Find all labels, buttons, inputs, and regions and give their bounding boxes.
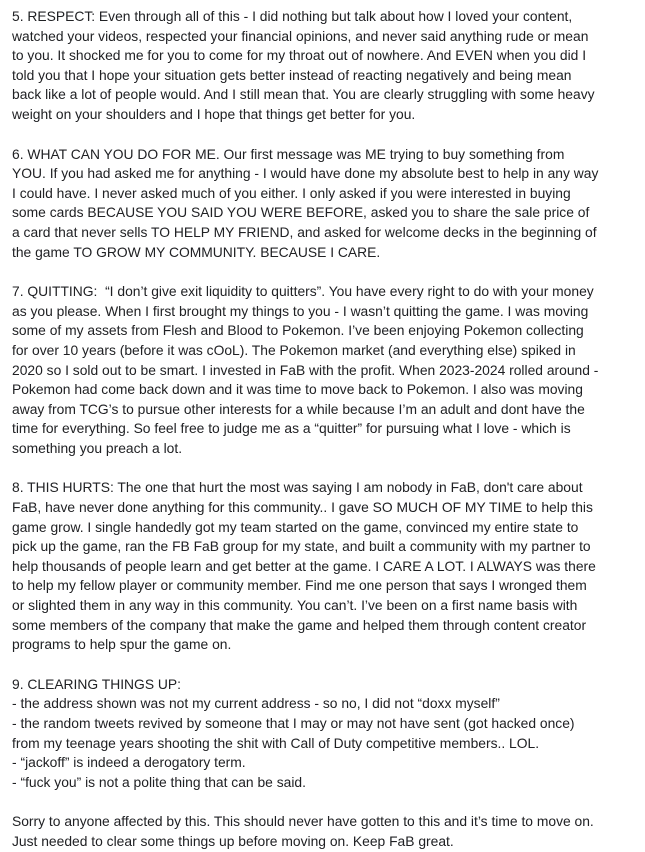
text-line: from my teenage years shooting the shit with Call of Duty competitive members.. LOL. [12,734,540,751]
text-line: 9. CLEARING THINGS UP: [12,675,181,692]
text-line: something you preach a lot. [12,439,183,456]
text-line: game grow. I single handedly got my team started on the game, convinced my entire state to [12,518,579,535]
list-item: - “jackoff” is indeed a derogatory term. [12,754,246,771]
text-line: a card that never sells TO HELP MY FRIEND, and asked for welcome decks in the beginning of [12,223,597,240]
text-line: to help my fellow player or community member. Find me one person that says I wronged them [12,577,587,594]
text-line: some members of the company that make the game and helped them through content creator [12,616,587,633]
text-line: told you that I hope your situation gets better instead of reacting negatively and being mean [12,66,572,83]
text-line: Just needed to clear some things up before moving on. Keep FaB great. [12,832,454,849]
paragraph-what-can-you-do [12,145,637,263]
text-line: Pokemon had come back down and it was time to move back to Pokemon. I also was moving [12,381,583,398]
text-line: 2020 so I sold out to be smart. I invested in FaB with the profit. When 2023-2024 rolled around - [12,361,599,378]
text-line: some of my assets from Flesh and Blood to Pokemon. I’ve been enjoying Pokemon collecting [12,322,584,339]
text-line: I could have. I never asked much of you either. I only asked if you were interested in buying [12,184,571,201]
text-line: FaB, have never done anything for this community.. I gave SO MUCH OF MY TIME to help this [12,499,593,516]
paragraph-closing [12,812,637,851]
text-line: pick up the game, ran the FB FaB group for my state, and built a community with my partner to [12,538,591,555]
text-line: or slighted them in any way in this community. You can’t. I’ve been on a first name basis with [12,597,578,614]
list-item: - the address shown was not my current address - so no, I did not “doxx myself” [12,695,500,712]
text-line: Sorry to anyone affected by this. This should never have gotten to this and it’s time to move on. [12,813,594,830]
text-line: YOU. If you had asked me for anything - I would have done my absolute best to help in any way [12,165,599,182]
text-line: 6. WHAT CAN YOU DO FOR ME. Our first message was ME trying to buy something from [12,145,565,162]
text-line: watched your videos, respected your financial opinions, and never said anything rude or mean [12,27,589,44]
text-line: 5. RESPECT: Even through all of this - I did nothing but talk about how I loved your content, [12,8,573,24]
text-line: time for everything. So feel free to judge me as a “quitter” for pursuing what I love - which is [12,420,571,437]
text-line: 7. QUITTING: “I don’t give exit liquidity to quitters”. You have every right to do with your money [12,283,594,300]
text-line: some cards BECAUSE YOU SAID YOU WERE BEFORE, asked you to share the sale price of [12,204,590,221]
text-line: the game TO GROW MY COMMUNITY. BECAUSE I CARE. [12,243,381,260]
list-item: - the random tweets revived by someone that I may or may not have sent (got hacked once) [12,715,575,731]
text-line: for over 10 years (before it was cOoL). The Pokemon market (and everything else) spiked in [12,341,576,358]
text-line: to you. It shocked me for you to come for my throat out of nowhere. And EVEN when you did I [12,47,587,64]
text-line: back like a lot of people would. And I still mean that. You are clearly struggling with some heavy [12,86,595,103]
text-line: as you please. When I first brought my things to you - I wasn’t quitting the game. I was moving [12,302,589,319]
list-item: - “fuck you” is not a polite thing that can be said. [12,773,306,790]
paragraph-this-hurts [12,478,637,654]
text-line: programs to help spur the game on. [12,636,232,653]
paragraph-quitting [12,282,637,458]
paragraph-respect [12,7,637,125]
paragraph-clearing-things-up [12,675,637,793]
text-line: help thousands of people learn and get better at the game. I CARE A LOT. I ALWAYS was there [12,557,596,574]
text-line: 8. THIS HURTS: The one that hurt the most was saying I am nobody in FaB, don't care about [12,479,583,496]
text-line: weight on your shoulders and I hope that things get better for you. [12,105,416,122]
text-line: away from TCG’s to pursue other interests for a while because I’m an adult and dont have the [12,400,585,417]
